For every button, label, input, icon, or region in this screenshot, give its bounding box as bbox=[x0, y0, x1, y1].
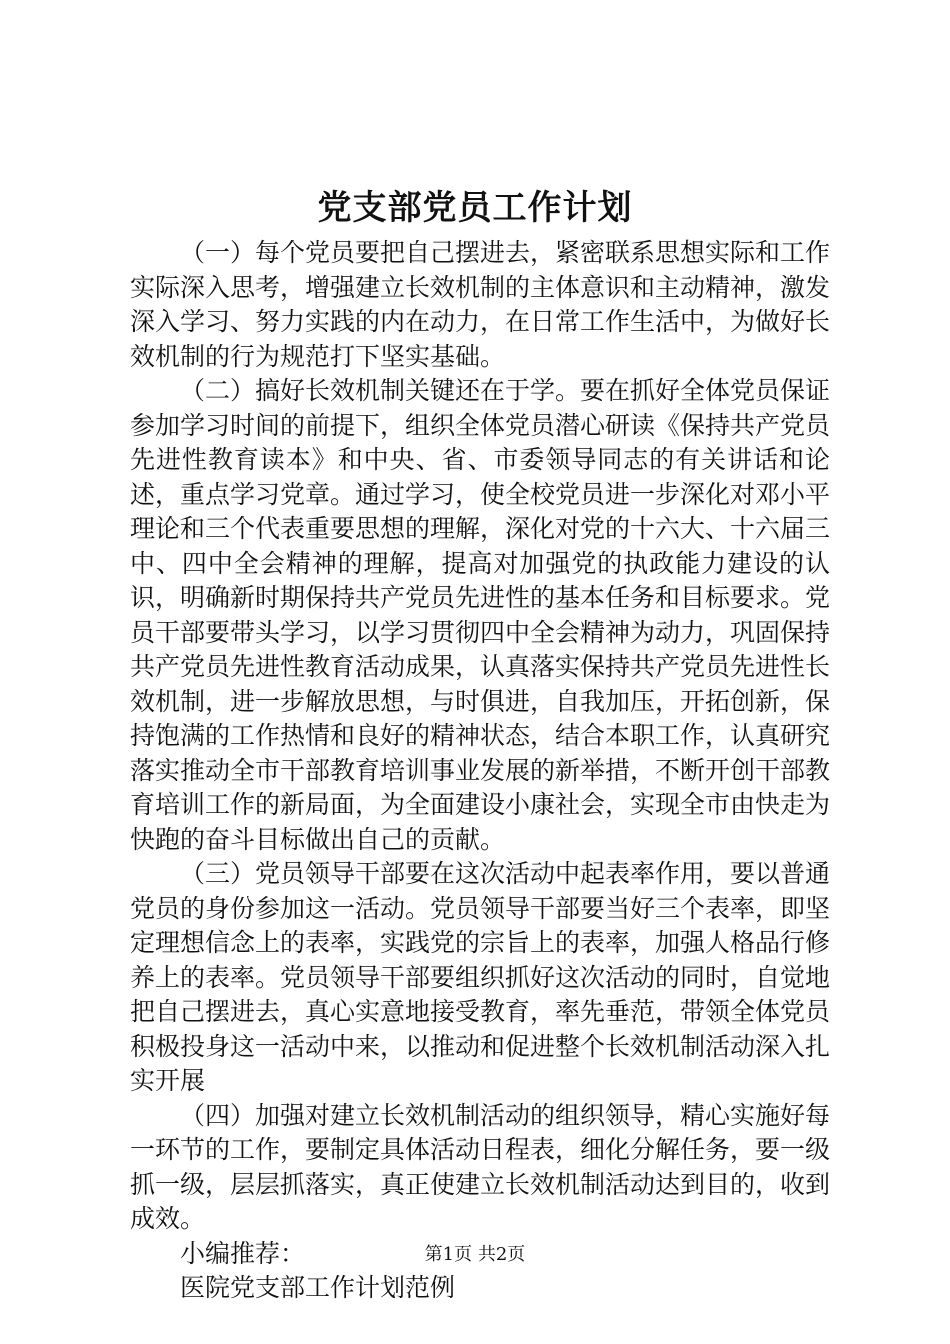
paragraph-4: （四）加强对建立长效机制活动的组织领导，精心实施好每一环节的工作，要制定具体活动日程表，细化分解任务，要一级抓一级，层层抓落实，真正使建立长效机制活动达到目的，收到成效。 bbox=[130, 1100, 831, 1233]
document-body bbox=[130, 236, 830, 1306]
paragraph-3: （三）党员领导干部要在这次活动中起表率作用，要以普通党员的身份参加这一活动。党员领导干部要当好三个表率，即坚定理想信念上的表率，实践党的宗旨上的表率，加强人格品行修养上的表率。党员领导干部要组织抓好这次活动的同时，自觉地把自己摆进去，真心实意地接受教育，率先垂范，带领全体党员积极投身这一活动中来，以推动和促进整个长效机制活动深入扎实开展 bbox=[130, 859, 831, 1095]
recommend-link[interactable]: 医院党支部工作计划范例 bbox=[180, 1273, 456, 1302]
page-footer: 第1页 共2页 bbox=[424, 1244, 526, 1265]
document-title: 党支部党员工作计划 bbox=[317, 188, 633, 228]
paragraph-2: （二）搞好长效机制关键还在于学。要在抓好全体党员保证参加学习时间的前提下，组织全体党员潜心研读《保持共产党员先进性教育读本》和中央、省、市委领导同志的有关讲话和论述，重点学习党章。通过学习，使全校党员进一步深化对邓小平理论和三个代表重要思想的理解，深化对党的十六大、十六届三中、四中全会精神的理解，提高对加强党的执政能力建设的认识，明确新时期保持共产党员先进性的基本任务和目标要求。党员干部要带头学习，以学习贯彻四中全会精神为动力，巩固保持共产党员先进性教育活动成果，认真落实保持共产党员先进性长效机制，进一步解放思想，与时俱进，自我加压，开拓创新，保持饱满的工作热情和良好的精神状态，结合本职工作，认真研究落实推动全市干部教育培训事业发展的新举措，不断开创干部教育培训工作的新局面，为全面建设小康社会，实现全市由快走为快跑的奋斗目标做出自己的贡献。 bbox=[130, 376, 831, 854]
paragraph-1: （一）每个党员要把自己摆进去，紧密联系思想实际和工作实际深入思考，增强建立长效机制的主体意识和主动精神，激发深入学习、努力实践的内在动力，在日常工作生活中，为做好长效机制的行为规范打下坚实基础。 bbox=[130, 238, 831, 371]
recommend-label: 小编推荐： bbox=[180, 1238, 306, 1268]
